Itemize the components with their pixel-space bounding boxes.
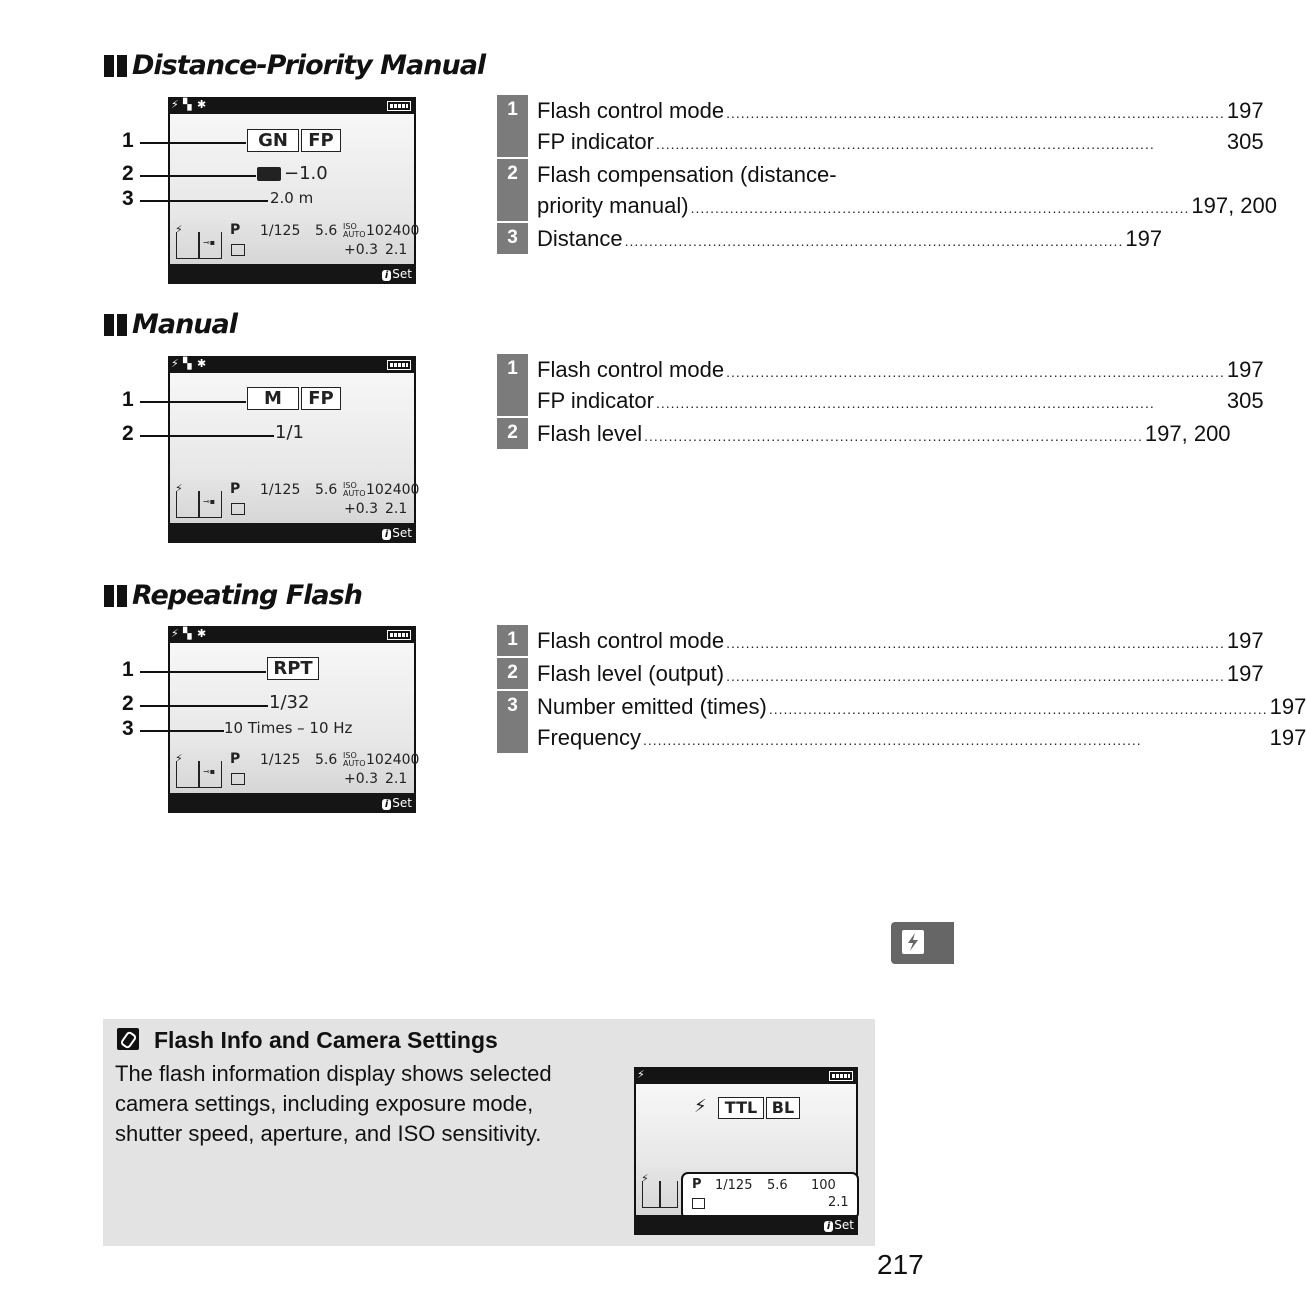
- ref-group: [497, 658, 1264, 689]
- lcd-status-bar: [168, 626, 416, 643]
- shutter-speed: 1/125: [715, 1178, 753, 1193]
- lcd-main-area: [170, 114, 414, 220]
- metering-icon: [231, 773, 245, 785]
- lcd-status-bar: [168, 356, 416, 373]
- info-i-icon: i: [382, 270, 391, 281]
- flash-unit-icon: ⚡ ⊸▪: [173, 224, 219, 256]
- exposure-mode: P: [230, 222, 241, 238]
- metering-icon: [231, 244, 245, 256]
- mode-box-bl: BL: [766, 1097, 800, 1119]
- lcd-screen-manual: [168, 356, 420, 543]
- mode-box-fp: FP: [301, 129, 341, 152]
- iso-value: 102400: [366, 482, 420, 498]
- shutter-speed: 1/125: [260, 223, 301, 239]
- lcd-bottom-bar: [168, 523, 416, 543]
- ref-row: Number emitted (times) ..... 197: [537, 691, 1306, 722]
- reference-list-repeating-flash: [497, 625, 1306, 753]
- page-number: 217: [877, 1249, 924, 1280]
- mode-box-rpt: RPT: [267, 657, 319, 680]
- ref-group: [497, 354, 1264, 416]
- ref-row: FP indicator ..... 305: [537, 126, 1264, 157]
- section-heading-manual: [104, 309, 237, 340]
- exposure-compensation: +0.3: [344, 501, 378, 517]
- callout-1: 1: [122, 658, 134, 681]
- info-i-icon: i: [382, 529, 391, 540]
- heading-bars-icon: [104, 585, 127, 607]
- remaining-count: 2.1: [385, 501, 408, 517]
- light-icon: ✱: [197, 98, 207, 111]
- callout-3: 3: [122, 717, 134, 740]
- metering-icon: [231, 503, 245, 515]
- callout-2: 2: [122, 692, 134, 715]
- ref-number: 3: [497, 691, 528, 753]
- note-title: Flash Info and Camera Settings: [154, 1027, 498, 1053]
- mode-box-m: M: [247, 387, 299, 410]
- heading-text: Manual: [132, 309, 238, 340]
- lcd-status-bar: [168, 97, 416, 114]
- section-heading-repeating-flash: [104, 580, 362, 611]
- lcd-main-area: [170, 373, 414, 479]
- heading-bars-icon: [104, 55, 127, 77]
- flash-level: 1/1: [275, 422, 304, 443]
- exposure-mode: P: [692, 1177, 702, 1192]
- ref-number: 1: [497, 354, 528, 416]
- iso-label: ISO AUTO: [343, 751, 366, 768]
- flash-icon: ⚡: [171, 357, 179, 370]
- times-frequency: 10 Times – 10 Hz: [224, 719, 353, 737]
- exposure-compensation: +0.3: [344, 771, 378, 787]
- iso-value: 102400: [366, 752, 420, 768]
- exposure-compensation: +0.3: [344, 242, 378, 258]
- ref-number: 1: [497, 95, 528, 157]
- heading-bars-icon: [104, 314, 127, 336]
- iso-label: ISO AUTO: [343, 222, 366, 239]
- lcd-main-area: [170, 643, 414, 749]
- section-heading-distance-priority: [104, 50, 485, 81]
- info-i-icon: i: [382, 799, 391, 810]
- callout-line-1: [140, 671, 266, 673]
- set-button-hint: i Set: [824, 1218, 854, 1232]
- ref-number: 2: [497, 658, 528, 689]
- battery-icon: [387, 101, 411, 111]
- set-button-hint: i Set: [382, 796, 412, 810]
- ref-group: [497, 223, 1163, 254]
- bounce-icon: ▚: [183, 357, 192, 370]
- bounce-icon: ▚: [183, 627, 192, 640]
- ref-row: Frequency ..... 197: [537, 722, 1306, 753]
- set-button-hint: i Set: [382, 267, 412, 281]
- ref-row: Flash compensation (distance-: [537, 162, 837, 187]
- ref-group: [497, 691, 1306, 753]
- exposure-mode: P: [230, 751, 241, 767]
- callout-line-1: [140, 142, 246, 144]
- callout-line-3: [140, 730, 224, 732]
- callout-line-2: [140, 175, 256, 177]
- lcd-info-panel: [170, 749, 420, 793]
- compensation-value: −1.0: [284, 163, 328, 184]
- callout-3: 3: [122, 187, 134, 210]
- chapter-side-tab: [891, 922, 954, 964]
- lcd-bottom-bar: [168, 264, 416, 284]
- ref-row: Flash level (output) ..... 197: [537, 658, 1264, 689]
- bounce-icon: ▚: [183, 98, 192, 111]
- flash-icon: ⚡: [637, 1068, 645, 1081]
- remaining-count: 2.1: [385, 771, 408, 787]
- light-icon: ✱: [197, 357, 207, 370]
- lcd-screen-distance-priority: [168, 97, 420, 284]
- mode-box-ttl: TTL: [718, 1097, 764, 1119]
- ref-number: 3: [497, 223, 528, 254]
- distance-value: 2.0 m: [270, 189, 314, 207]
- ref-row: Flash control mode ..... 197: [537, 625, 1264, 656]
- battery-icon: [387, 630, 411, 640]
- lcd-info-panel: [170, 479, 420, 523]
- reference-list-manual: [497, 354, 1264, 449]
- ref-group: [497, 418, 1231, 449]
- ref-row: Distance ..... 197: [537, 223, 1162, 254]
- callout-line-3: [140, 200, 268, 202]
- heading-text: Distance-Priority Manual: [132, 50, 486, 81]
- lcd-main-area: [636, 1084, 856, 1169]
- ref-group: [497, 95, 1264, 157]
- reference-list-distance-priority: [497, 95, 1277, 254]
- ref-number: 1: [497, 625, 528, 656]
- metering-icon: [692, 1198, 705, 1209]
- info-i-icon: i: [824, 1221, 833, 1232]
- iso-value: 100: [811, 1178, 836, 1193]
- flash-unit-icon: ⚡ ⊸▪: [173, 753, 219, 785]
- ref-row: FP indicator ..... 305: [537, 385, 1264, 416]
- pencil-note-icon: [117, 1028, 139, 1050]
- flash-compensation-icon: [257, 167, 281, 181]
- remaining-count: 2.1: [385, 242, 408, 258]
- flash-unit-icon: ⚡ ⊸▪: [173, 483, 219, 515]
- aperture: 5.6: [315, 752, 338, 768]
- aperture: 5.6: [315, 482, 338, 498]
- battery-icon: [387, 360, 411, 370]
- ref-row: Flash level ..... 197, 200: [537, 418, 1231, 449]
- callout-line-2: [140, 435, 274, 437]
- note-body: The flash information display shows selected camera settings, including exposure mode, shutter speed, aperture, and ISO sensitivity.: [115, 1061, 552, 1146]
- ref-number: 2: [497, 418, 528, 449]
- ref-row: Flash control mode ..... 197: [537, 354, 1264, 385]
- set-button-hint: i Set: [382, 526, 412, 540]
- callout-1: 1: [122, 388, 134, 411]
- lcd-bottom-bar: [634, 1215, 858, 1235]
- shutter-speed: 1/125: [260, 752, 301, 768]
- flash-icon: ⚡: [171, 98, 179, 111]
- ref-group: [497, 159, 1277, 221]
- iso-value: 102400: [366, 223, 420, 239]
- callout-line-1: [140, 401, 246, 403]
- ref-row: Flash control mode ..... 197: [537, 95, 1264, 126]
- iso-label: ISO AUTO: [343, 481, 366, 498]
- lcd-info-panel: [170, 220, 420, 264]
- shutter-speed: 1/125: [260, 482, 301, 498]
- lcd-status-bar: [634, 1067, 858, 1084]
- flash-icon: [902, 930, 924, 954]
- callout-line-2: [140, 705, 268, 707]
- lcd-bottom-bar: [168, 793, 416, 813]
- ref-group: [497, 625, 1264, 656]
- lcd-screen-note: [634, 1067, 858, 1235]
- callout-2: 2: [122, 162, 134, 185]
- flash-icon: ⚡: [171, 627, 179, 640]
- lcd-screen-repeating-flash: [168, 626, 420, 813]
- mode-box-fp: FP: [301, 387, 341, 410]
- flash-level: 1/32: [269, 692, 310, 713]
- remaining-count: 2.1: [828, 1195, 849, 1210]
- flash-mode-icon: ⚡: [694, 1096, 707, 1117]
- heading-text: Repeating Flash: [132, 580, 362, 611]
- battery-icon: [829, 1071, 853, 1081]
- camera-settings-highlight: [681, 1172, 859, 1220]
- callout-2: 2: [122, 422, 134, 445]
- ref-number: 2: [497, 159, 528, 221]
- ref-row: priority manual) ..... 197, 200: [537, 190, 1277, 221]
- callout-1: 1: [122, 129, 134, 152]
- light-icon: ✱: [197, 627, 207, 640]
- mode-box-gn: GN: [247, 129, 299, 152]
- aperture: 5.6: [767, 1178, 788, 1193]
- flash-unit-icon: ⚡: [639, 1173, 685, 1205]
- exposure-mode: P: [230, 481, 241, 497]
- aperture: 5.6: [315, 223, 338, 239]
